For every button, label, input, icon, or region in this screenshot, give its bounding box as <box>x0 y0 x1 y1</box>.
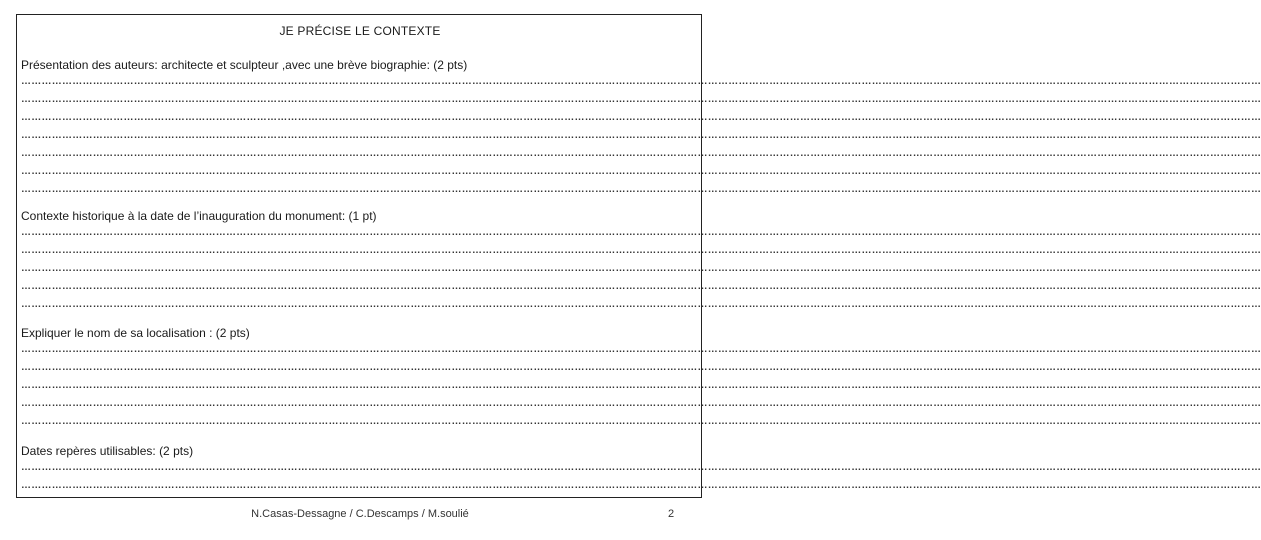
dotted-answer-line[interactable]: ………………………………………………………………………………………………………………………………………………………………………………………………………………………………………………………………………………………………………………………………… <box>21 344 1261 355</box>
dotted-answer-line[interactable]: ………………………………………………………………………………………………………………………………………………………………………………………………………………………………………………………………………………………………………………………………… <box>21 416 1261 427</box>
dotted-answer-line[interactable]: ………………………………………………………………………………………………………………………………………………………………………………………………………………………………………………………………………………………………………………………………… <box>21 184 1261 195</box>
section-contexte-historique <box>21 208 1261 314</box>
dotted-answer-line[interactable]: ………………………………………………………………………………………………………………………………………………………………………………………………………………………………………………………………………………………………………………………………… <box>21 130 1261 141</box>
dotted-answer-line[interactable]: ………………………………………………………………………………………………………………………………………………………………………………………………………………………………………………………………………………………………………………………………… <box>21 480 1261 491</box>
dotted-answer-line[interactable]: ………………………………………………………………………………………………………………………………………………………………………………………………………………………………………………………………………………………………………………………………… <box>21 462 1261 473</box>
section-dates-reperes <box>21 443 1261 495</box>
dotted-answer-line[interactable]: ………………………………………………………………………………………………………………………………………………………………………………………………………………………………………………………………………………………………………………………………… <box>21 76 1261 87</box>
answer-lines-dates-reperes[interactable] <box>21 459 1261 495</box>
dotted-answer-line[interactable]: ………………………………………………………………………………………………………………………………………………………………………………………………………………………………………………………………………………………………………………………………… <box>21 245 1261 256</box>
section-auteurs <box>21 57 1261 199</box>
dotted-answer-line[interactable]: ………………………………………………………………………………………………………………………………………………………………………………………………………………………………………………………………………………………………………………………………… <box>21 227 1261 238</box>
dotted-answer-line[interactable]: ………………………………………………………………………………………………………………………………………………………………………………………………………………………………………………………………………………………………………………………………… <box>21 94 1261 105</box>
dotted-answer-line[interactable]: ………………………………………………………………………………………………………………………………………………………………………………………………………………………………………………………………………………………………………………………………… <box>21 166 1261 177</box>
dotted-answer-line[interactable]: ………………………………………………………………………………………………………………………………………………………………………………………………………………………………………………………………………………………………………………………………… <box>21 362 1261 373</box>
dotted-answer-line[interactable]: ………………………………………………………………………………………………………………………………………………………………………………………………………………………………………………………………………………………………………………………………… <box>21 299 1261 310</box>
question-dates-reperes: Dates repères utilisables: (2 pts) <box>21 444 194 458</box>
question-localisation: Expliquer le nom de sa localisation : (2 pts) <box>21 326 250 340</box>
dotted-answer-line[interactable]: ………………………………………………………………………………………………………………………………………………………………………………………………………………………………………………………………………………………………………………………………… <box>21 281 1261 292</box>
dotted-answer-line[interactable]: ………………………………………………………………………………………………………………………………………………………………………………………………………………………………………………………………………………………………………………………………… <box>21 112 1261 123</box>
dotted-answer-line[interactable]: ………………………………………………………………………………………………………………………………………………………………………………………………………………………………………………………………………………………………………………………………… <box>21 263 1261 274</box>
answer-lines-contexte-historique[interactable] <box>21 224 1261 314</box>
footer-credits: N.Casas-Dessagne / C.Descamps / M.soulié <box>251 508 469 520</box>
page-title: JE PRÉCISE LE CONTEXTE <box>279 24 441 38</box>
dotted-answer-line[interactable]: ………………………………………………………………………………………………………………………………………………………………………………………………………………………………………………………………………………………………………………………………… <box>21 380 1261 391</box>
answer-lines-localisation[interactable] <box>21 341 1261 431</box>
dotted-answer-line[interactable]: ………………………………………………………………………………………………………………………………………………………………………………………………………………………………………………………………………………………………………………………………… <box>21 148 1261 159</box>
question-contexte-historique: Contexte historique à la date de l’inauguration du monument: (1 pt) <box>21 209 377 223</box>
answer-lines-auteurs[interactable] <box>21 73 1261 199</box>
question-auteurs: Présentation des auteurs: architecte et sculpteur ,avec une brève biographie: (2 pts) <box>21 58 468 72</box>
section-localisation <box>21 325 1261 431</box>
dotted-answer-line[interactable]: ………………………………………………………………………………………………………………………………………………………………………………………………………………………………………………………………………………………………………………………………… <box>21 398 1261 409</box>
page-number: 2 <box>668 508 675 520</box>
